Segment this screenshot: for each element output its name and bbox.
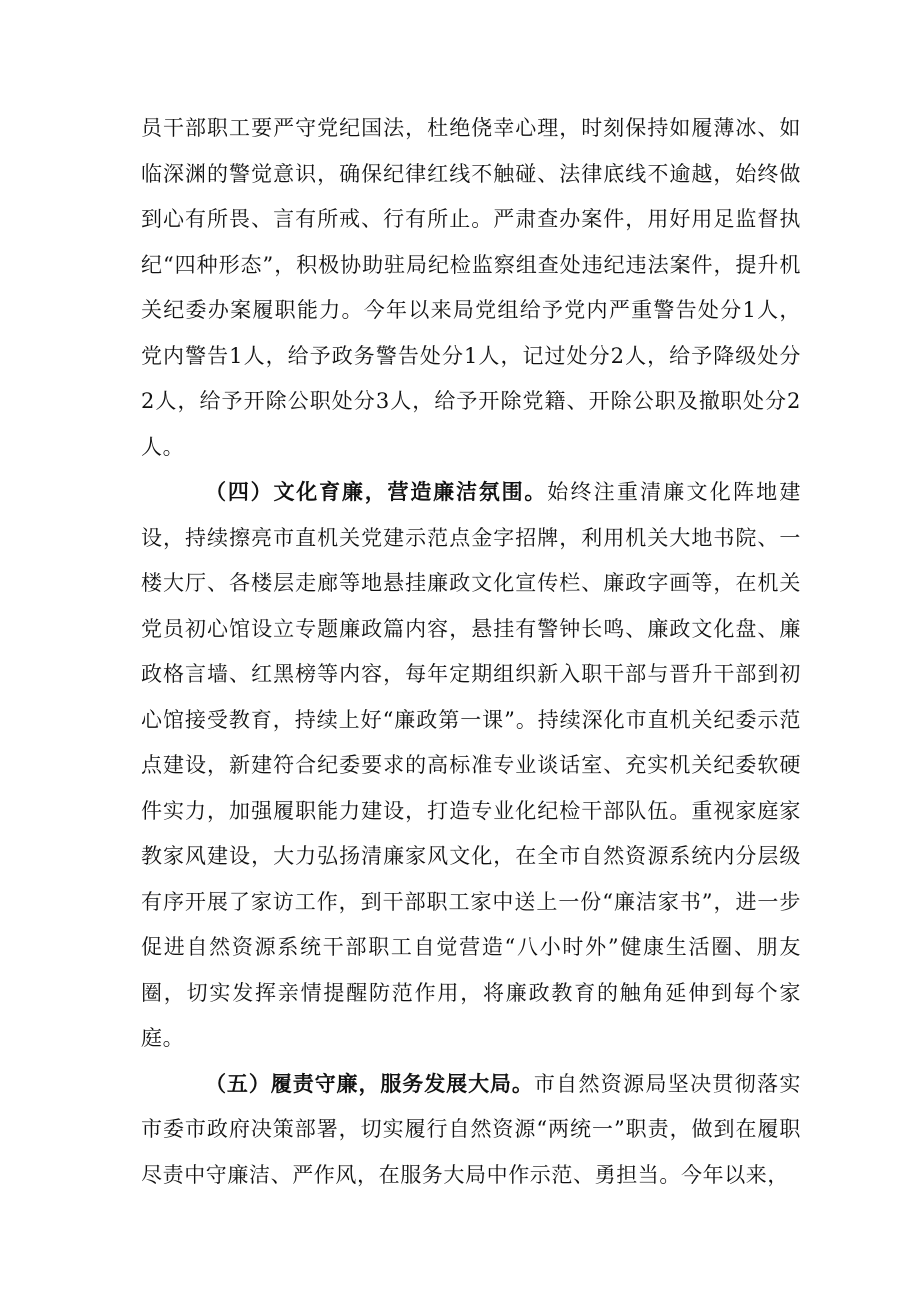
paragraph-section-5 — [141, 1062, 801, 1199]
paragraph-continuation — [141, 106, 801, 470]
document-body — [141, 106, 801, 1198]
section-body-5: 市自然资源局坚决贯彻落实市委市政府决策部署，切实履行自然资源“两统一”职责，做到在履职尽责中守廉洁、严作风，在服务大局中作示范、勇担当。今年以来， — [141, 1071, 801, 1187]
paragraph-text: 员干部职工要严守党纪国法，杜绝侥幸心理，时刻保持如履薄冰、如临深渊的警觉意识，确保纪律红线不触碰、法律底线不逾越，始终做到心有所畏、言有所戒、行有所止。严肃查办案件，用好用足监督执纪“四种形态”，积极协助驻局纪检监察组查处违纪违法案件，提升机关纪委办案履职能力。今年以来局党组给予党内严重警告处分1人，党内警告1人，给予政务警告处分1人，记过处分2人，给予降级处分2人，给予开除公职处分3人，给予开除党籍、开除公职及撤职处分2人。 — [141, 116, 801, 459]
section-body-4: 始终注重清廉文化阵地建设，持续擦亮市直机关党建示范点金字招牌，利用机关大地书院、一楼大厅、各楼层走廊等地悬挂廉政文化宣传栏、廉政字画等，在机关党员初心馆设立专题廉政篇内容，悬挂有警钟长鸣、廉政文化盘、廉政格言墙、红黑榜等内容，每年定期组织新入职干部与晋升干部到初心馆接受教育，持续上好“廉政第一课”。持续深化市直机关纪委示范点建设，新建符合纪委要求的高标准专业谈话室、充实机关纪委软硬件实力，加强履职能力建设，打造专业化纪检干部队伍。重视家庭家教家风建设，大力弘扬清廉家风文化，在全市自然资源系统内分层级有序开展了家访工作，到干部职工家中送上一份“廉洁家书”，进一步促进自然资源系统干部职工自觉营造“八小时外”健康生活圈、朋友圈，切实发挥亲情提醒防范作用，将廉政教育的触角延伸到每个家庭。 — [141, 480, 801, 1050]
section-heading-4: （四）文化育廉，营造廉洁氛围。 — [205, 480, 548, 504]
section-heading-5: （五）履责守廉，服务发展大局。 — [205, 1071, 534, 1096]
paragraph-section-4 — [141, 470, 801, 1062]
